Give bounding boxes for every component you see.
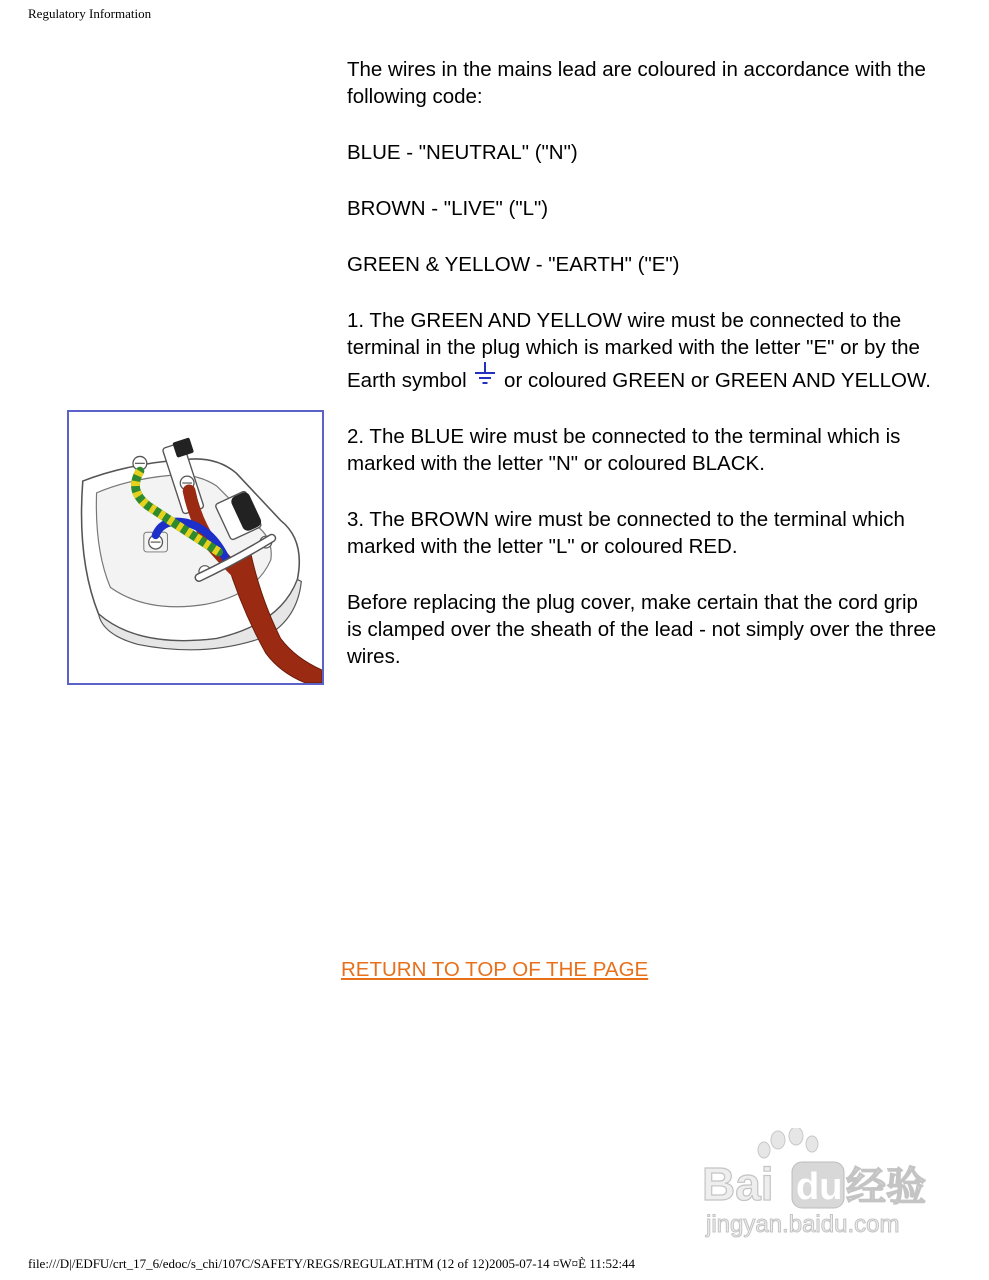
step-1-text-before: 1. The GREEN AND YELLOW wire must be connected to the terminal in the plug which is marked with the letter "E" or by the Earth symbol xyxy=(347,309,920,392)
plug-diagram-svg xyxy=(69,412,322,683)
step-2-paragraph: 2. The BLUE wire must be connected to the terminal which is marked with the letter "N" or coloured BLACK. xyxy=(347,425,901,475)
intro-paragraph: The wires in the mains lead are coloured in accordance with the following code: xyxy=(347,58,926,108)
code-earth: GREEN & YELLOW - "EARTH" ("E") xyxy=(347,253,680,276)
earth-ground-icon xyxy=(472,361,498,385)
watermark-cjk: 经验 xyxy=(846,1164,926,1210)
wiring-instructions xyxy=(347,56,937,699)
page-header-title: Regulatory Information xyxy=(28,6,152,21)
watermark-brand: Bai xyxy=(702,1158,774,1210)
step-1-paragraph xyxy=(347,307,937,394)
footer-file-path: file:///D|/EDFU/crt_17_6/edoc/s_chi/107C/SAFETY/REGS/REGULAT.HTM (12 of 12)2005-07-14 ¤W¤È 11:52:44 xyxy=(28,1256,636,1271)
paw-logo xyxy=(758,1128,818,1158)
baidu-jingyan-watermark xyxy=(700,1128,940,1238)
code-neutral: BLUE - "NEUTRAL" ("N") xyxy=(347,141,578,164)
watermark-brand-mark: du xyxy=(796,1166,843,1208)
step-3-paragraph: 3. The BROWN wire must be connected to the terminal which marked with the letter "L" or coloured RED. xyxy=(347,508,905,558)
watermark-url: jingyan.baidu.com xyxy=(706,1211,900,1238)
code-live: BROWN - "LIVE" ("L") xyxy=(347,197,549,220)
plug-wiring-illustration xyxy=(67,410,324,685)
return-to-top-link[interactable]: RETURN TO TOP OF THE PAGE xyxy=(341,958,649,981)
step-1-text-after: or coloured GREEN or GREEN AND YELLOW. xyxy=(504,369,931,392)
closing-paragraph: Before replacing the plug cover, make certain that the cord grip is clamped over the sheath of the lead - not simply over the three wires. xyxy=(347,591,937,668)
